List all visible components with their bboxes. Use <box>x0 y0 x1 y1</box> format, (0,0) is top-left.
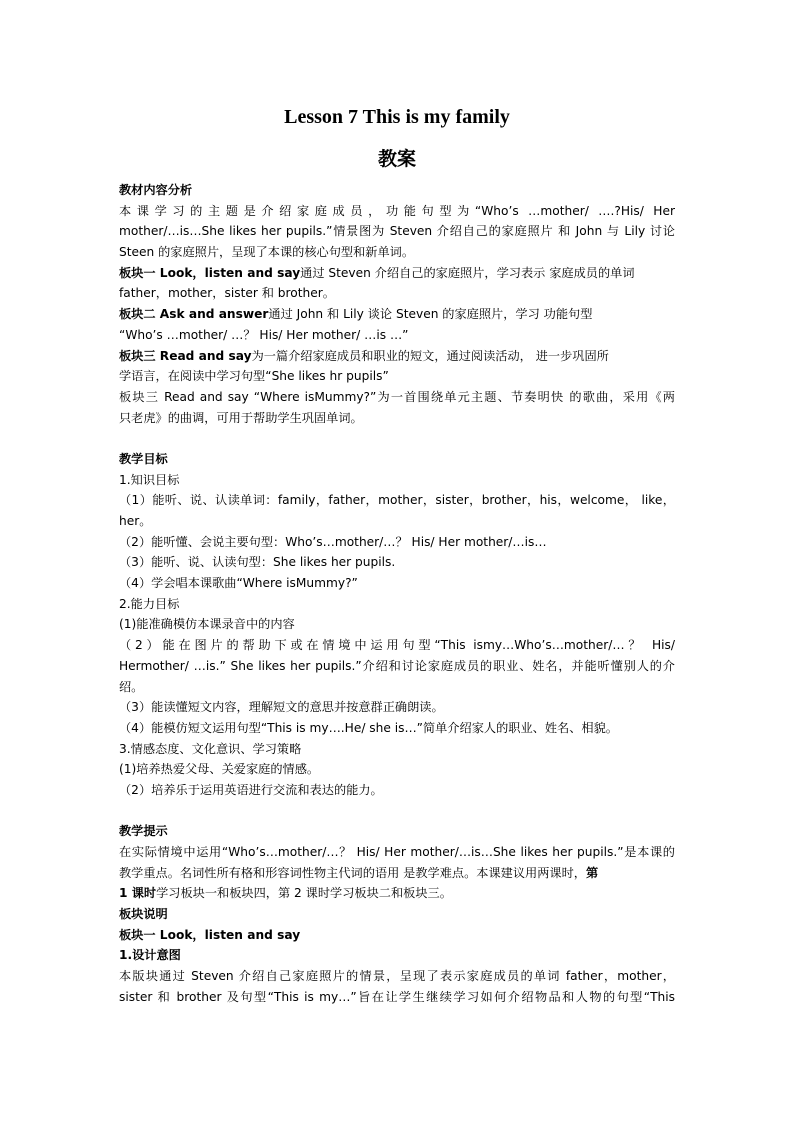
goal-line: 1.知识目标 <box>119 472 180 487</box>
tip-text: 教学重点。名词性所有格和形容词性物主代词的语用 是教学难点。本课建议用两课时， <box>119 865 586 880</box>
goal-line: （3）能读懂短文内容，理解短文的意思并按意群正确朗读。 <box>119 700 444 715</box>
tip-text: 学习板块一和板块四，第 2 课时学习板块二和板块三。 <box>156 886 452 901</box>
block-label: 板块三 Read and say <box>119 348 252 363</box>
block-text: 通过 Steven 介绍自己的家庭照片，学习表示 家庭成员的单词 <box>300 265 635 280</box>
page-subtitle: 教案 <box>377 148 416 170</box>
paragraph-line: 只老虎》的曲调，可用于帮助学生巩固单词。 <box>119 410 363 425</box>
tip-line <box>119 863 675 884</box>
subheading: 1.设计意图 <box>119 948 181 963</box>
goal-line: （1）能听、说、认读单词：family，father，mother，sister，brother，his，welcome， like， <box>119 493 675 508</box>
section-heading-goals: 教学目标 <box>119 451 168 466</box>
paragraph-line <box>119 304 675 325</box>
document-body <box>119 180 675 1008</box>
explain-line: 本版块通过 Steven 介绍自己家庭照片的情景，呈现了表示家庭成员的单词 father，mother， <box>119 969 675 984</box>
subheading: 板块一 Look，listen and say <box>119 927 301 942</box>
paragraph-line <box>119 346 675 367</box>
goal-line: （3）能听、说、认读句型：She likes her pupils. <box>119 555 396 570</box>
paragraph-line: mother/…is…She likes her pupils.”情景图为 Steven 介绍自己的家庭照片 和 John 与 Lily 讨论 <box>119 224 675 239</box>
section-heading-analysis: 教材内容分析 <box>119 183 193 197</box>
goal-line: （2）培养乐于运用英语进行交流和表达的能力。 <box>119 782 383 797</box>
page-title: Lesson 7 This is my family <box>284 106 510 128</box>
goal-line: (1)培养热爱父母、关爱家庭的情感。 <box>119 762 320 777</box>
tip-bold: 第 <box>586 865 599 880</box>
block-text: 为一篇介绍家庭成员和职业的短文，通过阅读活动， 进一步巩固所 <box>251 348 609 363</box>
paragraph-line: 本课学习的主题是介绍家庭成员，功能句型为“Who’s …mother/ ….?His/ Her <box>119 203 675 218</box>
spacer <box>119 428 675 449</box>
goal-line: (1)能准确模仿本课录音中的内容 <box>119 617 295 632</box>
goal-line: Hermother/ …is.” She likes her pupils.”介绍和讨论家庭成员的职业、姓名，并能听懂别人的介 <box>119 658 675 673</box>
goal-line: 绍。 <box>119 679 144 694</box>
goal-line: her。 <box>119 514 152 528</box>
block-label: 板块一 Look，listen and say <box>119 265 301 280</box>
explain-line: sister 和 brother 及句型“This is my…”旨在让学生继续学习如何介绍物品和人物的句型“This <box>119 989 675 1004</box>
goal-line: （4）学会唱本课歌曲“Where isMummy?” <box>119 576 358 591</box>
tip-line <box>119 883 675 904</box>
paragraph-line: father，mother，sister 和 brother。 <box>119 286 335 301</box>
tip-bold: 1 课时 <box>119 886 157 901</box>
paragraph-line: Steen 的家庭照片，呈现了本课的核心句型和新单词。 <box>119 245 415 260</box>
tip-line: 在实际情境中运用“Who’s…mother/…？ His/ Her mother/…is…She likes her pupils.”是本课的 <box>119 845 675 859</box>
block-text: 通过 John 和 Lily 谈论 Steven 的家庭照片，学习 功能句型 <box>268 307 593 322</box>
goal-line: （4）能模仿短文运用句型“This is my….He/ she is…”简单介绍家人的职业、姓名、相貌。 <box>119 720 618 735</box>
section-heading-tips: 教学提示 <box>119 824 168 839</box>
section-heading-explain: 板块说明 <box>119 907 168 922</box>
paragraph-line: 板块三 Read and say “Where isMummy?”为一首围绕单元主题、节奏明快 的歌曲，采用《两 <box>119 389 675 404</box>
goal-line: （2）能在图片的帮助下或在情境中运用句型“This ismy…Who’s…mother/…？ His/ <box>119 638 675 653</box>
goal-line: 2.能力目标 <box>119 596 180 611</box>
goal-line: （2）能听懂、会说主要句型：Who’s…mother/…？ His/ Her mother/…is… <box>119 534 547 549</box>
paragraph-line <box>119 263 675 284</box>
paragraph-line: “Who’s …mother/ …？ His/ Her mother/ …is …” <box>119 327 409 342</box>
spacer <box>119 801 675 822</box>
block-label: 板块二 Ask and answer <box>119 307 269 322</box>
paragraph-line: 学语言，在阅读中学习句型“She likes hr pupils” <box>119 369 389 384</box>
goal-line: 3.情感态度、文化意识、学习策略 <box>119 741 302 756</box>
